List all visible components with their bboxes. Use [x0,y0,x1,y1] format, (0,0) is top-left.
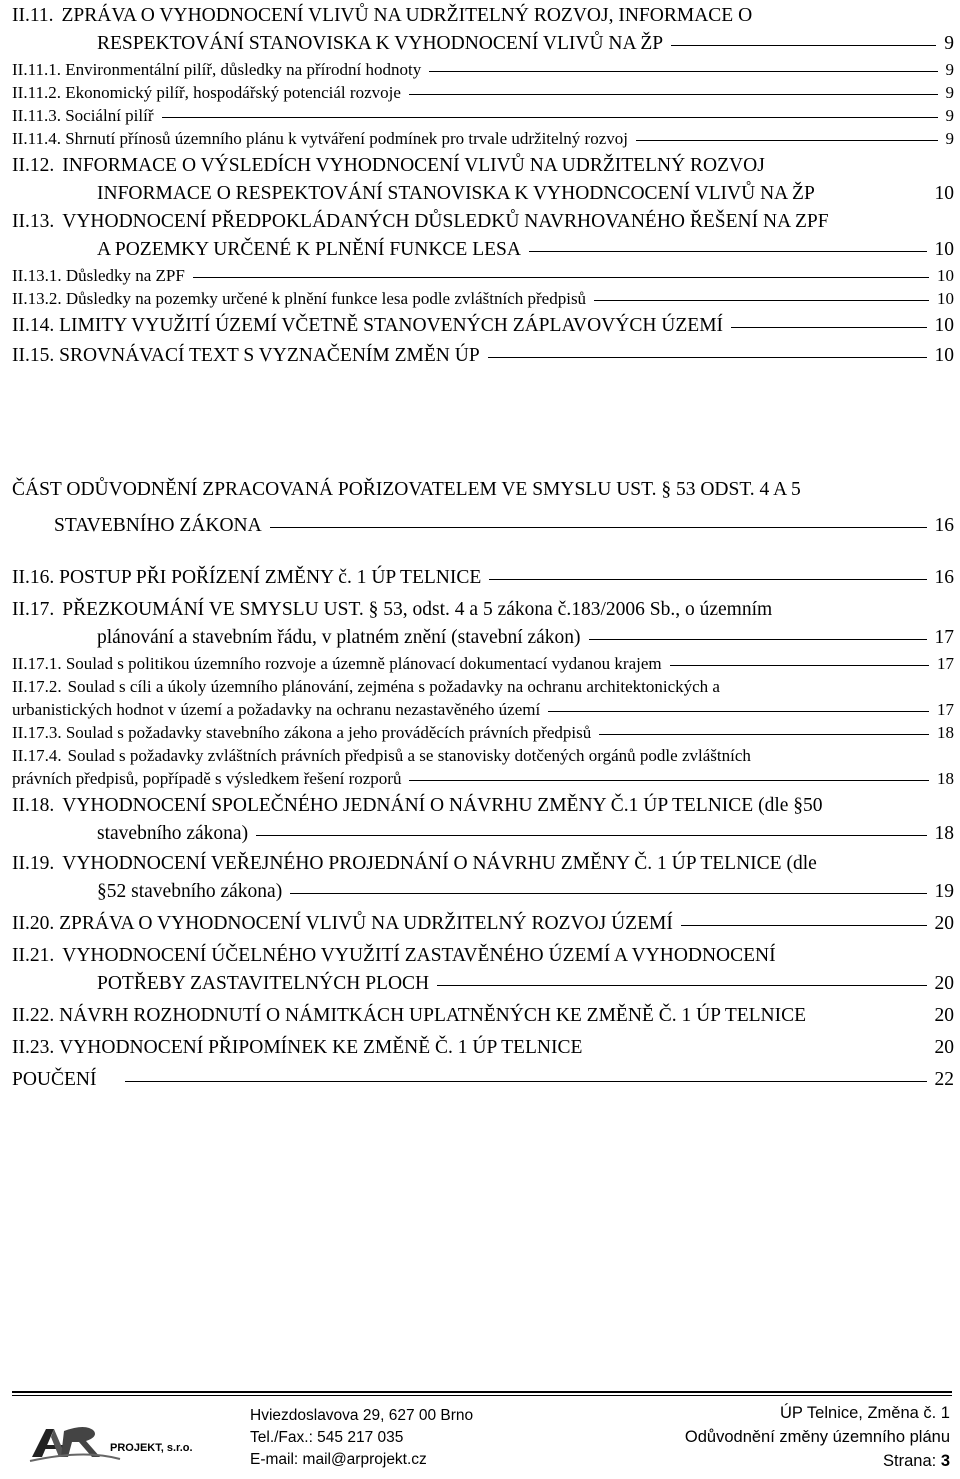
toc-entry[interactable] [12,312,954,340]
toc-entry[interactable] [12,342,954,370]
toc-entry-number: II.21. [12,945,55,966]
toc-entry-title: INFORMACE O VÝSLEDÍCH VYHODNOCENÍ VLIVŮ NA UDRŽITELNÝ ROZVOJ [62,155,765,176]
toc-leader [594,300,929,301]
toc-entry-number: II.17.3. [12,723,62,742]
toc-leader [409,94,938,95]
phone-line: Tel./Fax.: 545 217 035 [250,1429,404,1446]
toc-leader [681,925,927,926]
toc-entry-page: 17 [934,627,954,648]
toc-entry[interactable] [12,287,954,310]
page-footer [12,1391,952,1475]
toc-entry-page: 16 [934,515,954,536]
toc-leader [489,579,926,580]
toc-entry-page: 17 [937,700,954,719]
toc-entry-page: 9 [945,106,954,125]
email-line: E-mail: mail@arprojekt.cz [250,1451,427,1468]
toc-entry-number: II.23. [12,1037,55,1058]
toc-entry-title: VYHODNOCENÍ VEŘEJNÉHO PROJEDNÁNÍ O NÁVRHU ZMĚNY Č. 1 ÚP TELNICE (dle [62,853,817,874]
toc-entry-number: II.16. [12,567,55,588]
document-title: ÚP Telnice, Změna č. 1 [780,1404,950,1422]
toc-entry-number: II.11.1. [12,60,61,79]
toc-entry-page: 20 [934,973,954,994]
toc-entry-title: VYHODNOCENÍ PŘIPOMÍNEK KE ZMĚNĚ Č. 1 ÚP TELNICE [59,1037,583,1058]
toc-entry[interactable] [12,652,954,675]
toc-entry[interactable] [12,564,954,592]
toc-entry[interactable] [12,81,954,104]
toc-leader [529,251,927,252]
toc-entry-page: 16 [934,567,954,588]
toc-entry-number: II.11. [12,5,54,26]
toc-entry-number: II.11.2. [12,83,61,102]
document-subtitle: Odůvodnění změny územního plánu [684,1428,950,1446]
toc-entry-title-cont: stavebního zákona) [97,823,249,844]
toc-entry-number: II.17.2. [12,677,62,696]
toc-entry[interactable] [12,1002,954,1030]
toc-leader [270,527,927,528]
toc-entry-page: 18 [937,769,954,788]
toc-leader [671,45,936,46]
toc-leader [429,71,937,72]
toc-entry-title: Důsledky na ZPF [65,266,185,285]
company-address [250,1405,473,1471]
toc-entry-page: 9 [944,33,954,54]
toc-leader [548,711,929,712]
logo-text: PROJEKT, s.r.o. [110,1442,193,1454]
toc-entry[interactable] [12,1066,954,1094]
toc-entry-page: 18 [934,823,954,844]
toc-entry[interactable] [12,721,954,744]
toc-leader [599,734,929,735]
toc-leader [125,1081,927,1082]
table-of-contents [12,2,954,1094]
toc-entry-title: Ekonomický pilíř, hospodářský potenciál rozvoje [65,83,401,102]
toc-entry-page: 9 [945,83,954,102]
toc-entry[interactable] [12,104,954,127]
toc-entry-number: II.17.4. [12,746,62,765]
toc-entry-number: II.12. [12,155,55,176]
toc-entry[interactable] [12,850,954,906]
toc-entry-title: Shrnutí přínosů územního plánu k vytváření podmínek pro trvale udržitelný rozvoj [65,129,628,148]
toc-entry-number: II.11.4. [12,129,61,148]
toc-entry-title: NÁVRH ROZHODNUTÍ O NÁMITKÁCH UPLATNĚNÝCH KE ZMĚNĚ Č. 1 ÚP TELNICE [59,1005,807,1026]
toc-leader [488,357,927,358]
toc-entry-number: II.17. [12,599,55,620]
toc-entry-title-cont: RESPEKTOVÁNÍ STANOVISKA K VYHODNOCENÍ VLIVŮ NA ŽP [97,33,664,54]
toc-entry-page: 18 [937,723,954,742]
toc-entry-title: Environmentální pilíř, důsledky na přírodní hodnoty [65,60,422,79]
toc-entry-title: Sociální pilíř [65,106,154,125]
toc-entry[interactable] [12,792,954,848]
toc-entry-title: ČÁST ODŮVODNĚNÍ ZPRACOVANÁ POŘIZOVATELEM VE SMYSLU UST. § 53 ODST. 4 A 5 [12,479,801,500]
toc-entry-page: 10 [937,266,954,285]
footer-divider [12,1395,952,1396]
toc-leader [409,780,929,781]
toc-entry-title: VYHODNOCENÍ PŘEDPOKLÁDANÝCH DŮSLEDKŮ NAVRHOVANÉHO ŘEŠENÍ NA ZPF [62,211,829,232]
page-label: Strana: [883,1452,937,1470]
toc-leader [162,117,938,118]
toc-entry-title: VYHODNOCENÍ SPOLEČNÉHO JEDNÁNÍ O NÁVRHU ZMĚNY Č.1 ÚP TELNICE (dle §50 [62,795,823,816]
toc-entry-title: SROVNÁVACÍ TEXT S VYZNAČENÍM ZMĚN ÚP [59,345,480,366]
toc-entry[interactable] [12,675,954,721]
toc-entry[interactable] [12,58,954,81]
toc-entry-title: LIMITY VYUŽITÍ ÚZEMÍ VČETNĚ STANOVENÝCH ZÁPLAVOVÝCH ÚZEMÍ [59,315,724,336]
toc-entry-title: Soulad s politikou územního rozvoje a územně plánovací dokumentací vydanou krajem [65,654,662,673]
toc-entry-title-cont: STAVEBNÍHO ZÁKONA [54,515,262,536]
toc-entry-number: II.13.2. [12,289,62,308]
page-number: 3 [940,1452,950,1470]
company-logo [24,1415,214,1467]
document-info [685,1401,950,1473]
toc-entry[interactable] [12,1034,954,1062]
toc-leader [636,140,938,141]
toc-entry-page: 9 [945,60,954,79]
arprojekt-logo-icon [24,1415,214,1467]
toc-entry-title-cont: právních předpisů, popřípadě s výsledkem řešení rozporů [12,769,402,788]
toc-entry[interactable] [12,596,954,652]
toc-entry-number: II.13.1. [12,266,62,285]
toc-entry-page: 20 [934,1037,954,1058]
toc-entry-page: 20 [934,913,954,934]
toc-entry[interactable] [12,744,954,790]
toc-entry-number: II.18. [12,795,55,816]
toc-entry-title: VYHODNOCENÍ ÚČELNÉHO VYUŽITÍ ZASTAVĚNÉHO ÚZEMÍ A VYHODNOCENÍ [62,945,776,966]
footer-divider [12,1391,952,1393]
toc-entry[interactable] [12,2,954,58]
toc-entry-title: Soulad s cíli a úkoly územního plánování, zejména s požadavky na ochranu architektonických a [67,677,720,696]
page-indicator [685,1449,950,1473]
toc-entry-title: PŘEZKOUMÁNÍ VE SMYSLU UST. § 53, odst. 4 a 5 zákona č.183/2006 Sb., o územním [62,599,773,620]
toc-entry[interactable] [12,264,954,287]
toc-entry-title: ZPRÁVA O VYHODNOCENÍ VLIVŮ NA UDRŽITELNÝ ROZVOJ, INFORMACE O [61,5,753,26]
toc-entry-number: II.22. [12,1005,55,1026]
toc-entry-number: II.20. [12,913,55,934]
toc-entry-page: 19 [934,881,954,902]
toc-leader [670,665,929,666]
toc-entry-number: II.11.3. [12,106,61,125]
toc-entry-page: 10 [937,289,954,308]
toc-entry-number: II.19. [12,853,55,874]
toc-entry-title: POSTUP PŘI POŘÍZENÍ ZMĚNY č. 1 ÚP TELNICE [59,567,482,588]
toc-entry-title: POUČENÍ [12,1069,97,1090]
toc-entry-page: 17 [937,654,954,673]
toc-entry-number: II.13. [12,211,55,232]
toc-entry[interactable] [12,476,954,540]
toc-entry-page: 10 [934,345,954,366]
toc-entry[interactable] [12,942,954,998]
toc-entry[interactable] [12,910,954,938]
toc-entry-page: 9 [945,129,954,148]
address-line: Hviezdoslavova 29, 627 00 Brno [250,1407,474,1424]
toc-entry-page: 10 [934,315,954,336]
toc-entry-title: Důsledky na pozemky určené k plnění funkce lesa podle zvláštních předpisů [65,289,587,308]
toc-leader [437,985,926,986]
toc-entry-title-cont: urbanistických hodnot v území a požadavky na ochranu nezastavěného území [12,700,541,719]
toc-entry[interactable] [12,152,954,208]
toc-entry-title-cont: A POZEMKY URČENÉ K PLNĚNÍ FUNKCE LESA [97,239,521,260]
toc-leader [589,639,927,640]
toc-leader [193,277,929,278]
toc-entry-title: ZPRÁVA O VYHODNOCENÍ VLIVŮ NA UDRŽITELNÝ ROZVOJ ÚZEMÍ [59,913,673,934]
toc-entry-page: 10 [934,183,954,204]
toc-entry-title-cont: POTŘEBY ZASTAVITELNÝCH PLOCH [97,973,430,994]
toc-entry-page: 22 [934,1069,954,1090]
toc-entry-number: II.17.1. [12,654,62,673]
toc-entry[interactable] [12,127,954,150]
toc-entry[interactable] [12,208,954,264]
toc-leader [256,835,926,836]
toc-leader [731,327,926,328]
toc-entry-number: II.15. [12,345,55,366]
toc-entry-title-cont: §52 stavebního zákona) [97,881,283,902]
toc-leader [290,893,926,894]
toc-entry-title-cont: INFORMACE O RESPEKTOVÁNÍ STANOVISKA K VYHODNCOCENÍ VLIVŮ NA ŽP [97,183,815,204]
toc-entry-page: 20 [934,1005,954,1026]
toc-entry-title: Soulad s požadavky stavebního zákona a jeho prováděcích právních předpisů [65,723,592,742]
toc-entry-page: 10 [934,239,954,260]
toc-entry-title-cont: plánování a stavebním řádu, v platném znění (stavební zákon) [97,627,581,648]
toc-entry-title: Soulad s požadavky zvláštních právních předpisů a se stanovisky dotčených orgánů podle zvláštních [67,746,751,765]
toc-entry-number: II.14. [12,315,55,336]
